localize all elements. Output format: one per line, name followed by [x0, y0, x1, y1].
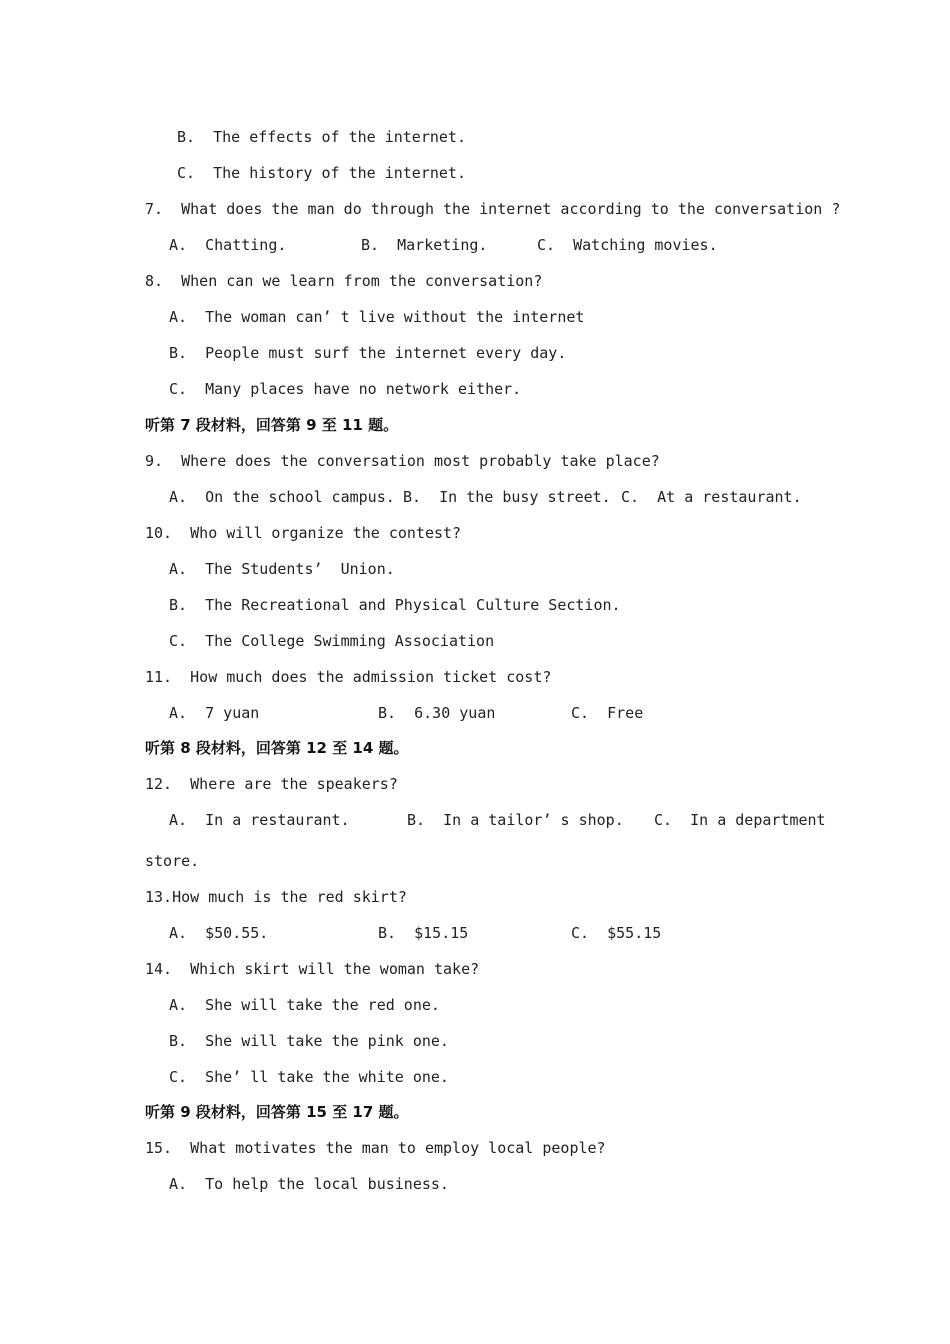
section-9-header: 听第 9 段材料，回答第 15 至 17 题。: [145, 1103, 409, 1121]
q13-option-b: B. $15.15: [378, 924, 469, 942]
q9-option-a: A. On the school campus.: [169, 488, 395, 506]
q14-option-c: C. She’ ll take the white one.: [169, 1068, 449, 1086]
q8-question: 8. When can we learn from the conversation?: [145, 272, 543, 290]
q11-option-a: A. 7 yuan: [169, 704, 260, 722]
section-7-header: 听第 7 段材料，回答第 9 至 11 题。: [145, 416, 399, 434]
q7-option-c: C. Watching movies.: [537, 236, 718, 254]
q13-option-c: C. $55.15: [571, 924, 662, 942]
q12-option-c-continuation: store.: [145, 852, 200, 870]
q12-option-c: C. In a department: [654, 811, 826, 829]
q15-question: 15. What motivates the man to employ local people?: [145, 1139, 606, 1157]
q9-question: 9. Where does the conversation most probably take place?: [145, 452, 660, 470]
q11-option-b: B. 6.30 yuan: [378, 704, 496, 722]
q7-option-a: A. Chatting.: [169, 236, 287, 254]
q14-question: 14. Which skirt will the woman take?: [145, 960, 480, 978]
q14-option-b: B. She will take the pink one.: [169, 1032, 449, 1050]
q8-option-a: A. The woman can’ t live without the internet: [169, 308, 585, 326]
q7-option-b: B. Marketing.: [361, 236, 488, 254]
q10-question: 10. Who will organize the contest?: [145, 524, 462, 542]
q9-option-b: B. In the busy street.: [403, 488, 611, 506]
q8-option-c: C. Many places have no network either.: [169, 380, 522, 398]
q8-option-b: B. People must surf the internet every day.: [169, 344, 567, 362]
q12-option-a: A. In a restaurant.: [169, 811, 350, 829]
q15-option-a: A. To help the local business.: [169, 1175, 449, 1193]
q9-option-c: C. At a restaurant.: [621, 488, 802, 506]
section-8-header: 听第 8 段材料，回答第 12 至 14 题。: [145, 739, 409, 757]
q6-option-b: B. The effects of the internet.: [177, 128, 466, 146]
q13-option-a: A. $50.55.: [169, 924, 269, 942]
q12-question: 12. Where are the speakers?: [145, 775, 398, 793]
q11-option-c: C. Free: [571, 704, 644, 722]
q7-question: 7. What does the man do through the internet according to the conversation ?: [145, 200, 841, 218]
q14-option-a: A. She will take the red one.: [169, 996, 440, 1014]
q10-option-c: C. The College Swimming Association: [169, 632, 495, 650]
q12-option-b: B. In a tailor’ s shop.: [407, 811, 624, 829]
q10-option-b: B. The Recreational and Physical Culture Section.: [169, 596, 621, 614]
q10-option-a: A. The Students’ Union.: [169, 560, 395, 578]
q11-question: 11. How much does the admission ticket cost?: [145, 668, 552, 686]
q13-question: 13.How much is the red skirt?: [145, 888, 407, 906]
q6-option-c: C. The history of the internet.: [177, 164, 466, 182]
